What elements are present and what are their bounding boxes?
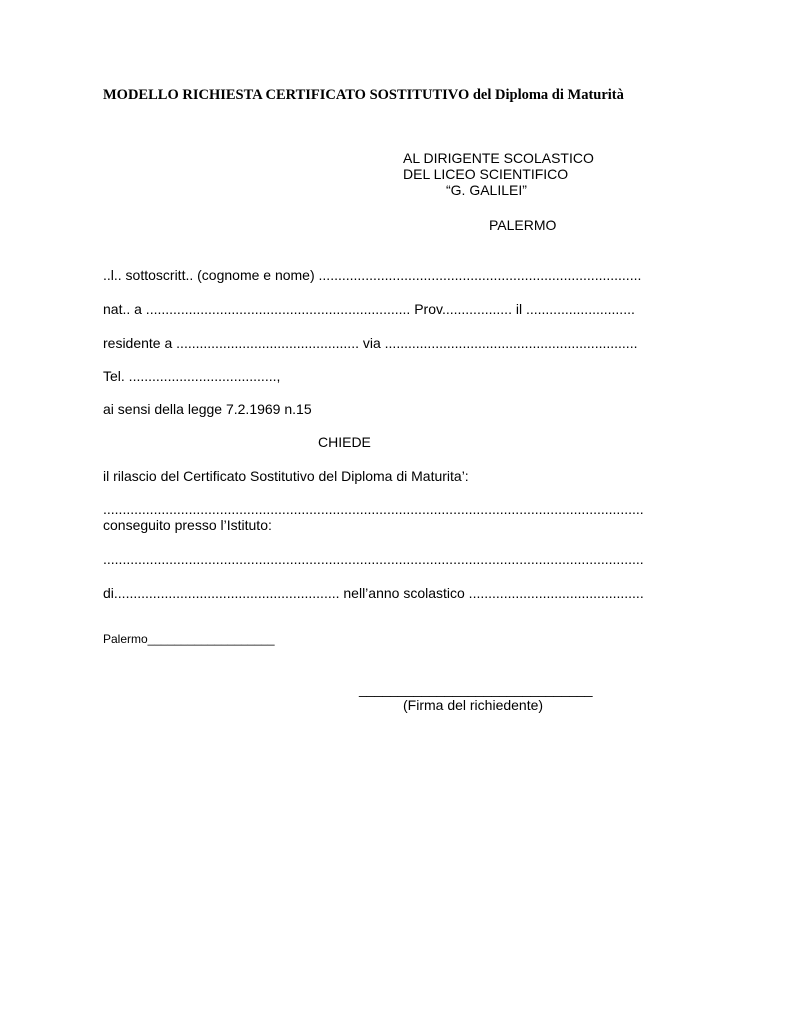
residence-field-line: residente a ............................................... via .................................................................: [103, 335, 638, 351]
name-field-line: ..l.. sottoscritt.. (cognome e nome) ...................................................................................: [103, 267, 642, 283]
addressee-line-3: “G. GALILEI”: [446, 182, 527, 198]
istituto-dots-line: ...........................................................................................................................................: [103, 551, 644, 567]
chiede-heading: CHIEDE: [318, 434, 371, 450]
birth-field-line: nat.. a .................................................................... Prov.................. il ............................: [103, 301, 635, 317]
law-reference: ai sensi della legge 7.2.1969 n.15: [103, 401, 312, 417]
addressee-line-2: DEL LICEO SCIENTIFICO: [403, 166, 569, 182]
istituto-label: conseguito presso l’Istituto:: [103, 517, 272, 533]
signature-label: (Firma del richiedente): [403, 697, 544, 713]
signature-rule: ______________________________: [359, 681, 593, 697]
diploma-dots-line: ...........................................................................................................................................: [103, 501, 644, 517]
addressee-line-1: AL DIRIGENTE SCOLASTICO: [403, 150, 594, 166]
place-line: Palermo___________________: [103, 632, 275, 646]
year-field-line: di.......................................................... nell’anno scolastico .............................................: [103, 585, 644, 601]
addressee-city: PALERMO: [489, 217, 557, 233]
document-title: MODELLO RICHIESTA CERTIFICATO SOSTITUTIVO del Diploma di Maturità: [103, 87, 624, 103]
request-text: il rilascio del Certificato Sostitutivo del Diploma di Maturita’:: [103, 468, 469, 484]
tel-field-line: Tel. ......................................,: [103, 368, 281, 384]
